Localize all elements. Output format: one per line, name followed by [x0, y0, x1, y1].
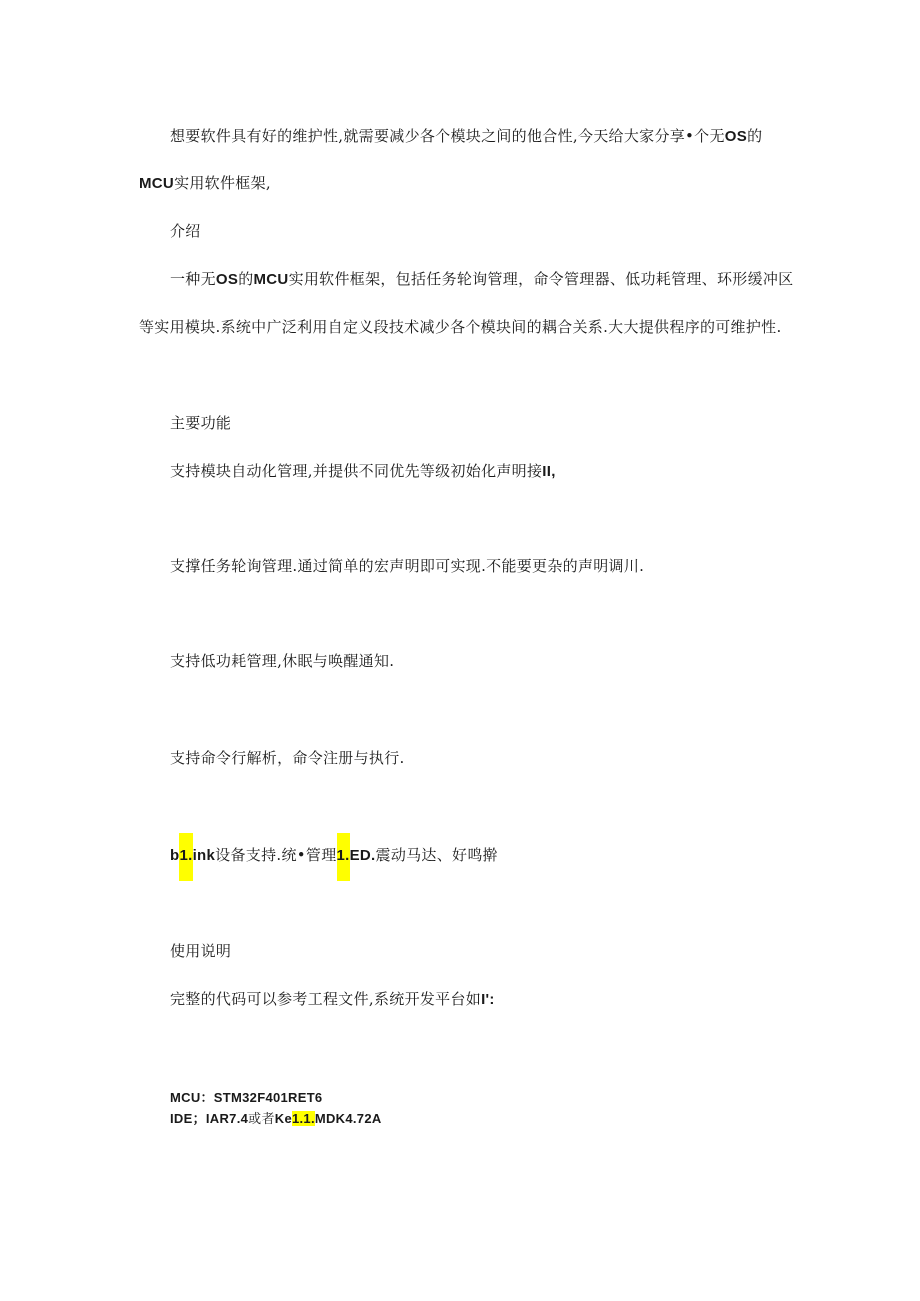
desc-a: 一种无 [170, 270, 216, 288]
desc-c: 实用软件框架，包括任务轮询管理，命令管理器、低功耗管理、环形缓冲区 [288, 270, 794, 288]
usage-text: 完整的代码可以参考工程文件,系统开发平台如 [170, 990, 482, 1008]
intro-description-line-1 [170, 268, 793, 291]
highlight-2: 1. [337, 833, 350, 881]
usage-bold: I': [481, 991, 495, 1008]
feature-item-3: 支持低功耗管理,休眠与唤醒通知. [170, 652, 395, 670]
features-heading: 主要功能 [170, 414, 232, 432]
ide-b: 或者 [248, 1112, 275, 1127]
feature-item-1 [170, 460, 556, 483]
feature-5-mid: 设备支持.统•管理 [215, 846, 337, 864]
intro-text: 想要软件具有好的维护性,就需要减少各个模块之间的他合性,今天给大家分享•个无 [170, 127, 725, 145]
feature-item-2: 支撑任务轮询管理.通过简单的宏声明即可实现.不能要更杂的声明调川. [170, 557, 645, 575]
mcu-term: MCU [139, 175, 175, 192]
feature-item-5 [170, 844, 498, 867]
mcu-spec-line: MCU：STM32F401RET6 [170, 1090, 323, 1105]
intro-description-line-2: 等实用模块.系统中广泛利用自定义段技术减少各个模块间的耦合关系.大大提供程序的可维护性. [139, 318, 782, 336]
ide-spec-line [170, 1109, 382, 1130]
led-ed: ED. [349, 847, 376, 864]
usage-paragraph [170, 988, 495, 1011]
feature-1-bold: II, [542, 463, 556, 480]
mcu-term-2: MCU [253, 271, 289, 288]
ide-d: MDK4.72A [314, 1111, 382, 1126]
ide-c: Ke [274, 1111, 292, 1126]
intro-paragraph-line-2 [139, 172, 271, 195]
os-term-2: OS [215, 271, 239, 288]
ide-highlight: 1.1. [291, 1111, 315, 1126]
desc-b: 的 [238, 270, 254, 288]
os-term: OS [724, 128, 748, 145]
link-ink: ink [192, 847, 216, 864]
feature-item-4: 支持命令行解析，命令注册与执行. [170, 749, 405, 767]
feature-5-tail: 震动马达、好鸣擀 [375, 846, 498, 864]
ide-a: IDE；IAR7.4 [170, 1111, 249, 1126]
highlight-1: 1. [179, 833, 192, 881]
intro-tail: 的 [747, 127, 763, 145]
feature-1-text: 支持模块自动化管理,并提供不同优先等级初始化声明接 [170, 462, 543, 480]
intro-text-2: 实用软件框架, [174, 174, 271, 192]
link-b: b [170, 847, 180, 864]
usage-heading: 使用说明 [170, 942, 232, 960]
intro-heading: 介绍 [170, 222, 201, 240]
intro-paragraph-line-1 [170, 125, 762, 148]
